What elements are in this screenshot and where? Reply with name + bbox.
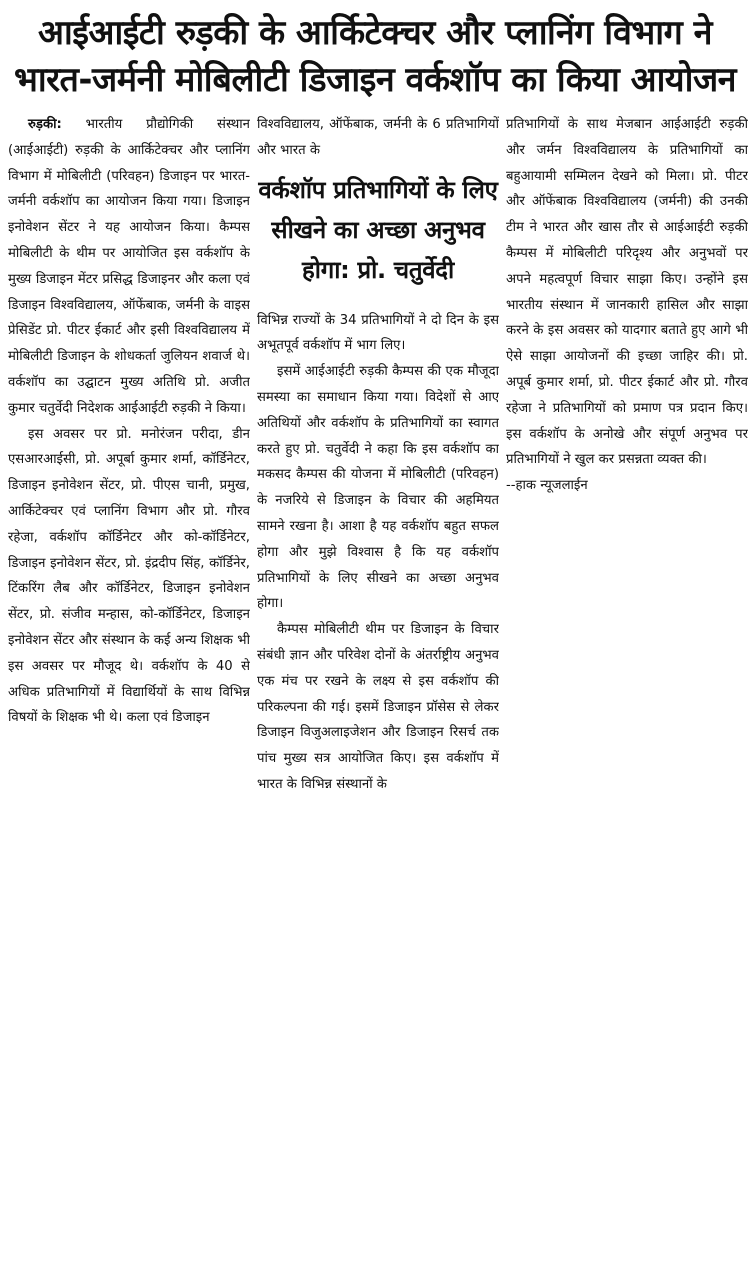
headline-line-2: भारत-जर्मनी मोबिलीटी डिजाइन वर्कशॉप का किया आयोजन [13,60,737,100]
column-3 [506,112,748,1280]
paragraph: इस अवसर पर प्रो. मनोरंजन परीदा, डीन एसआरआईसी, प्रो. अपूर्बा कुमार शर्मा, कॉर्डिनेटर, डिजाइन इनोवेशन सेंटर, प्रो. पीएस चानी, प्रमुख, आर्किटेक्चर एवं प्लानिंग विभाग और प्रो. गौरव रहेजा, वर्कशॉप कॉर्डिनेटर और को-कॉर्डिनेटर, डिजाइन इनोवेशन सेंटर, प्रो. इंद्रदीप सिंह, कॉर्डिनेर, टिंकरिंग लैब और कॉर्डिनेटर, डिजाइन इनोवेशन सेंटर, प्रो. संजीव मन्हास, को-कॉर्डिनेटर, डिजाइन इनोवेशन सेंटर और संस्थान के कई अन्य शिक्षक भी इस अवसर पर मौजूद थे। वर्कशॉप के 40 से अधिक प्रतिभागियों में विद्यार्थियों के साथ विभिन्न विषयों के शिक्षक भी थे। कला एवं डिजाइन [8,426,250,726]
paragraph: इसमें आईआईटी रुड़की कैम्पस की एक मौजूदा समस्या का समाधान किया गया। विदेशों से आए अतिथियों और वर्कशॉप के प्रतिभागियों का स्वागत करते हुए प्रो. चतुर्वेदी ने कहा कि इस वर्कशॉप का मकसद कैम्पस की योजना में मोबिलीटी (परिवहन) के नजरिये से डिजाइन के विचार की अहमियत सामने रखना है। आशा है यह वर्कशॉप बहुत सफल होगा और मुझे विश्वास है कि यह वर्कशॉप प्रतिभागियों के लिए सीखने का अच्छा अनुभव होगा। [257,364,499,612]
column-2 [257,112,499,1280]
pull-quote: वर्कशॉप प्रतिभागियों के लिए सीखने का अच्छा अनुभव होगा: प्रो. चतुर्वेदी [258,175,498,284]
paragraph: कैम्पस मोबिलीटी थीम पर डिजाइन के विचार संबंधी ज्ञान और परिवेश दोनों के अंतर्राष्ट्रीय अनुभव एक मंच पर रखने के लक्ष्य से इस वर्कशॉप की परिकल्पना की गई। इसमें डिजाइन प्रॉसेस से लेकर डिजाइन विजुअलाइजेशन और डिजाइन रिसर्च तक पांच मुख्य सत्र आयोजित किए। इस वर्कशॉप में भारत के विभिन्न संस्थानों के [257,622,499,792]
paragraph [8,112,250,422]
dateline: रुड़की: [28,117,62,132]
column-1 [8,112,250,1280]
news-credit: --हाक न्यूजलाईन [506,478,588,494]
article-columns [8,112,748,1280]
paragraph: विभिन्न राज्यों के 34 प्रतिभागियों ने दो दिन के इस अभूतपूर्व वर्कशॉप में भाग लिए। [257,312,499,354]
paragraph: प्रतिभागियों के साथ मेजबान आईआईटी रुड़की और जर्मन विश्वविद्यालय के प्रतिभागियों का बहुआयामी सम्मिलन देखने को मिला। प्रो. पीटर और ऑफेंबाक विश्वविद्यालय (जर्मनी) की उनकी टीम ने भारत और खास तौर से आईआईटी रुड़की कैम्पस में मोबिलीटी परिदृश्य और अनुभवों पर अपने महत्वपूर्ण विचार साझा किए। उन्होंने इस भारतीय संस्थान में जानकारी हासिल और साझा करने के इस अवसर को यादगार बताते हुए आगे भी ऐसे साझा आयोजनों की इच्छा जाहिर की। प्रो. अपूर्ब कुमार शर्मा, प्रो. पीटर ईकार्ट और प्रो. गौरव रहेजा ने प्रतिभागियों को प्रमाण पत्र प्रदान किए। इस वर्कशॉप के अनोखे और संपूर्ण अनुभव पर प्रतिभागियों ने खुल कर प्रसन्नता व्यक्त की। [506,117,748,468]
headline-line-1: आईआईटी रुड़की के आर्किटेक्चर और प्लानिंग विभाग ने [38,13,712,53]
paragraph: विश्वविद्यालय, ऑफेंबाक, जर्मनी के 6 प्रतिभागियों और भारत के [257,117,499,158]
paragraph-text: भारतीय प्रौद्योगिकी संस्थान (आईआईटी) रुड़की के आर्किटेक्चर और प्लानिंग विभाग में मोबिलीटी (परिवहन) डिजाइन पर भारत-जर्मनी वर्कशॉप का आयोजन किया गया। डिजाइन इनोवेशन सेंटर ने यह आयोजन किया। कैम्पस मोबिलीटी के थीम पर आयोजित इस वर्कशॉप के मुख्य डिजाइन मेंटर प्रसिद्ध डिजाइनर और कला एवं डिजाइन विश्वविद्यालय, ऑफेंबाक, जर्मनी के वाइस प्रेसिडेंट प्रो. पीटर ईकार्ट और इसी विश्वविद्यालय में मोबिलीटी डिजाइन के शोधकर्ता जुलियन शवार्ज थे। वर्कशॉप का उद्घाटन मुख्य अतिथि प्रो. अजीत कुमार चतुर्वेदी निदेशक आईआईटी रुड़की ने किया। [8,117,250,416]
headline [6,0,744,104]
